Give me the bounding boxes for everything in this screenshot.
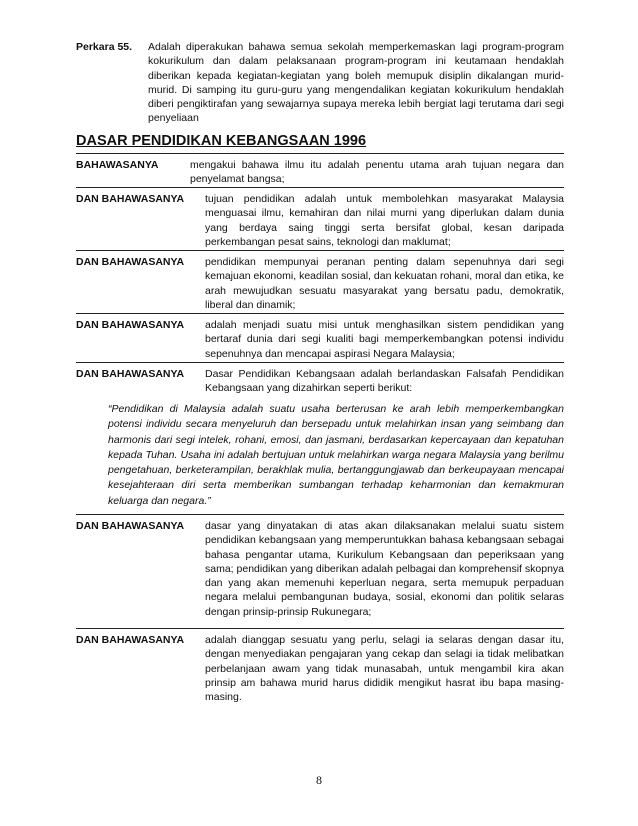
clause-text: Dasar Pendidikan Kebangsaan adalah berlandaskan Falsafah Pendidikan Kebangsaan yang dizahirkan seperti berikut:: [205, 368, 564, 395]
clause-text: tujuan pendidikan adalah untuk membolehkan masyarakat Malaysia menguasai ilmu, kemahiran dan nilai murni yang diperlukan dalam dunia yang berdaya saing tinggi serta bersifat global, kesan daripada perkembangan pesat sains, teknologi dan maklumat;: [205, 193, 564, 248]
divider: [76, 153, 564, 154]
clause-text: pendidikan mempunyai peranan penting dalam sepenuhnya dari segi kemajuan ekonomi, keadilan sosial, dan kekuatan rohani, moral dan etika, ke arah mewujudkan sesuatu masyarakat yang bersatu padu, demokratik, liberal dan dinamik;: [205, 256, 564, 311]
perkara-text: Adalah diperakukan bahawa semua sekolah memperkemaskan lagi program-program kokurikulum dan dalam pelaksanaan program-program ini keutamaan hendaklah diberikan kepada kegiatan-kegiatan yang boleh memupuk disiplin dikalangan murid-murid. Di samping itu guru-guru yang mengendalikan kegiatan kokurikulum hendaklah diberi pengiktirafan yang sewajarnya supaya mereka lebih bergiat lagi terutama dari segi penyeliaan: [148, 41, 564, 125]
page-number: 8: [316, 773, 322, 787]
perkara-label: Perkara 55.: [76, 41, 133, 53]
clause-label: BAHAWASANYA: [76, 159, 159, 171]
divider: [76, 514, 564, 515]
clause-label: DAN BAHAWASANYA: [76, 368, 185, 380]
clause-label: DAN BAHAWASANYA: [76, 520, 185, 532]
divider: [76, 313, 564, 314]
divider: [76, 250, 564, 251]
clause-text: dasar yang dinyatakan di atas akan dilaksanakan melalui suatu sistem pendidikan kebangsaan yang memperuntukkan bahasa kebangsaan sebagai bahasa pengantar utama, Kurikulum Kebangsaan dan peperiksaan yang sama; pendidikan yang diberikan adalah pelbagai dan komprehensif skopnya dan yang akan memenuhi keperluan negara, serta memupuk perpaduan negara melalui pembangunan budaya, sosial, ekonomi dan politik selaras dengan prinsip-prinsip Rukunegara;: [205, 520, 564, 618]
falsafah-quote: “Pendidikan di Malaysia adalah suatu usaha berterusan ke arah lebih memperkembangkan potensi individu secara menyeluruh dan bersepadu untuk melahirkan insan yang seimbang dan harmonis dari segi intelek, rohani, emosi, dan jasmani, berdasarkan kepercayaan dan kepatuhan kepada Tuhan. Usaha ini adalah bertujuan untuk melahirkan warga negara Malaysia yang berilmu pengetahuan, berketerampilan, berakhlak mulia, bertanggungjawab dan berkeupayaan mencapai kesejahteraan diri serta memberikan sumbangan terhadap keharmonian dan kemakmuran keluarga dan negara.”: [108, 403, 564, 507]
clause-text: adalah menjadi suatu misi untuk menghasilkan sistem pendidikan yang bertaraf dunia dari segi kualiti bagi memperkembangkan potensi individu sepenuhnya dan mencapai aspirasi Negara Malaysia;: [205, 319, 564, 360]
clause-text: mengakui bahawa ilmu itu adalah penentu utama arah tujuan negara dan penyelamat bangsa;: [190, 159, 564, 186]
clause-label: DAN BAHAWASANYA: [76, 319, 185, 331]
divider: [76, 362, 564, 363]
clause-label: DAN BAHAWASANYA: [76, 634, 185, 646]
clause-text: adalah dianggap sesuatu yang perlu, selagi ia selaras dengan dasar itu, dengan menyediakan pengajaran yang cekap dan selagi ia tidak melibatkan perbelanjaan awam yang tidak munasabah, untuk mengambil kira akan prinsip am bahawa murid harus dididik mengikut hasrat ibu bapa masing-masing.: [205, 634, 564, 704]
divider: [76, 628, 564, 629]
section-heading: DASAR PENDIDIKAN KEBANGSAAN 1996: [76, 133, 367, 149]
clause-label: DAN BAHAWASANYA: [76, 193, 185, 205]
clause-label: DAN BAHAWASANYA: [76, 256, 185, 268]
divider: [76, 187, 564, 188]
